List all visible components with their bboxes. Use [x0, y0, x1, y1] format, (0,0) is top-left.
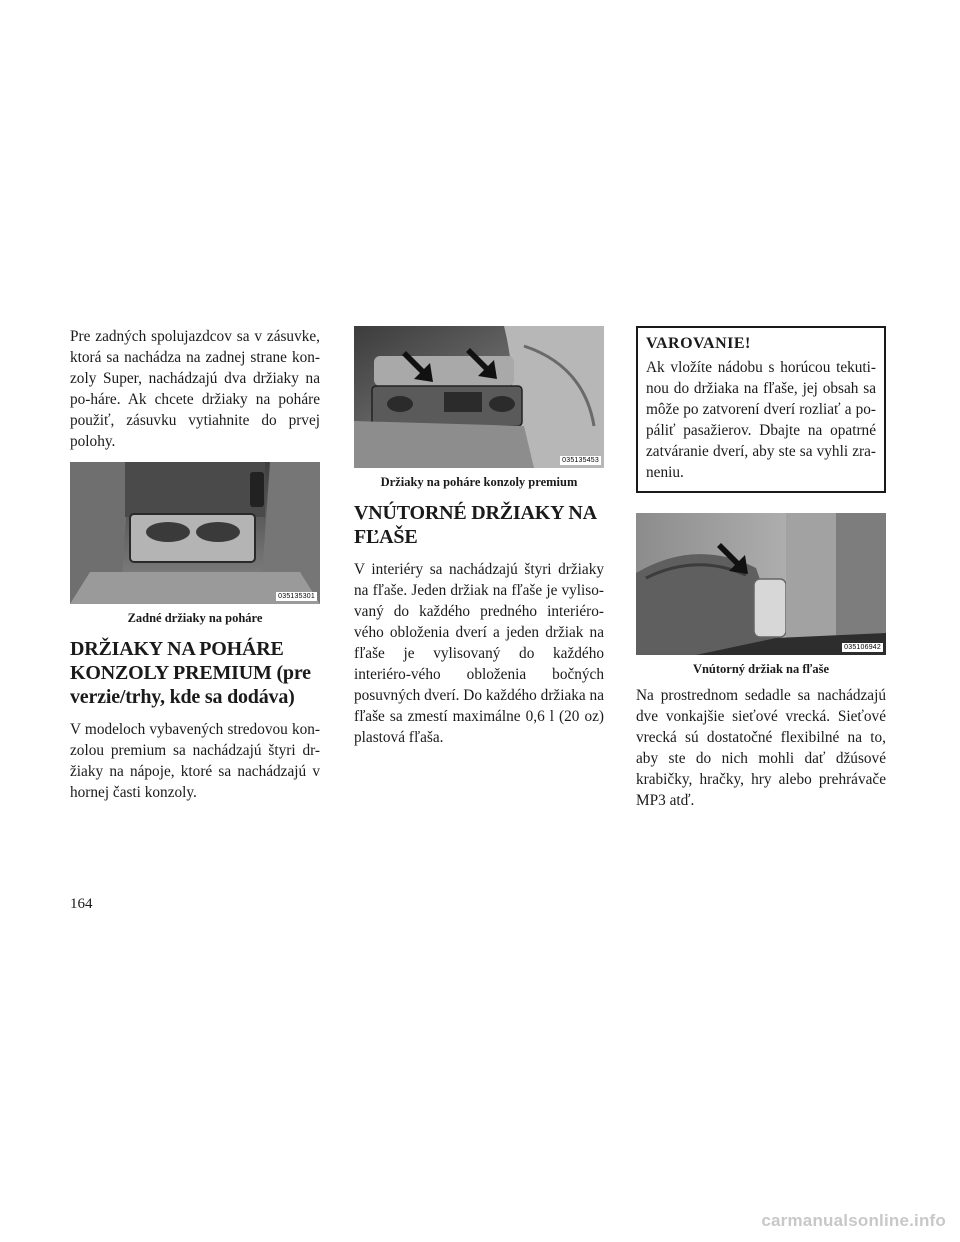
figure-code: 035135301	[278, 593, 315, 600]
figure-caption: Zadné držiaky na poháre	[127, 611, 263, 625]
figure-code: 035135453	[562, 457, 599, 464]
page-number: 164	[70, 896, 93, 912]
column-left	[70, 326, 320, 803]
rear-cupholders-photo	[70, 462, 320, 604]
section-paragraph: V interiéry sa nachádzajú štyri držiaky na fľaše. Jeden držiak na fľaše je vyliso-vaný do každého predného interiéro-vého obloženia dverí a jeden držiak na fľaše je vylisovaný do každého interiéro-vého obloženia bočných posuvných dverí. Do každého držiaka na fľaše sa zmestí maximálne 0,6 l (20 oz) plastová fľaša.	[354, 561, 604, 746]
warning-title: VAROVANIE!	[646, 335, 751, 352]
intro-paragraph: Pre zadných spolujazdcov sa v zásuvke, ktorá sa nachádza na zadnej strane kon-zoly Super, nachádzajú dva držiaky na po-háre. Ak chcete držiaky na poháre použiť, zásuvku vytiahnite do prvej polohy.	[70, 328, 320, 450]
premium-console-photo	[354, 326, 604, 468]
warning-box	[636, 326, 886, 493]
column-middle	[354, 326, 604, 748]
rear-cupholders-illustration	[70, 462, 320, 604]
section-paragraph: V modeloch vybavených stredovou kon-zolou premium sa nachádzajú štyri dr-žiaky na nápoje, ktoré sa nachádzajú v hornej časti konzoly.	[70, 721, 320, 801]
watermark: carmanualsonline.info	[761, 1211, 946, 1230]
figure-caption: Držiaky na poháre konzoly premium	[380, 475, 578, 489]
bottle-holder-photo	[636, 513, 886, 655]
section-heading: VNÚTORNÉ DRŽIAKY NA FĽAŠE	[354, 502, 596, 548]
premium-console-illustration	[354, 326, 604, 468]
warning-text: Ak vložíte nádobu s horúcou tekuti-nou do držiaka na fľaše, jej obsah sa môže po zatvorení dverí rozliať a po-páliť pasažierov. Dbajte na opatrné zatváranie dverí, aby ste sa vyhli zra-neniu.	[646, 359, 876, 481]
bottle-holder-illustration	[636, 513, 886, 655]
figure-code: 035106942	[844, 644, 881, 651]
column-right	[636, 326, 886, 811]
section-paragraph: Na prostrednom sedadle sa nachádzajú dve vonkajšie sieťové vrecká. Sieťové vrecká sú dostatočné flexibilné na to, aby ste do nich mohli dať džúsové krabičky, hračky, hry alebo prehrávače MP3 atď.	[636, 687, 886, 809]
section-heading: DRŽIAKY NA POHÁRE KONZOLY PREMIUM (pre verzie/trhy, kde sa dodáva)	[70, 638, 311, 708]
figure-caption: Vnútorný držiak na fľaše	[692, 662, 830, 676]
